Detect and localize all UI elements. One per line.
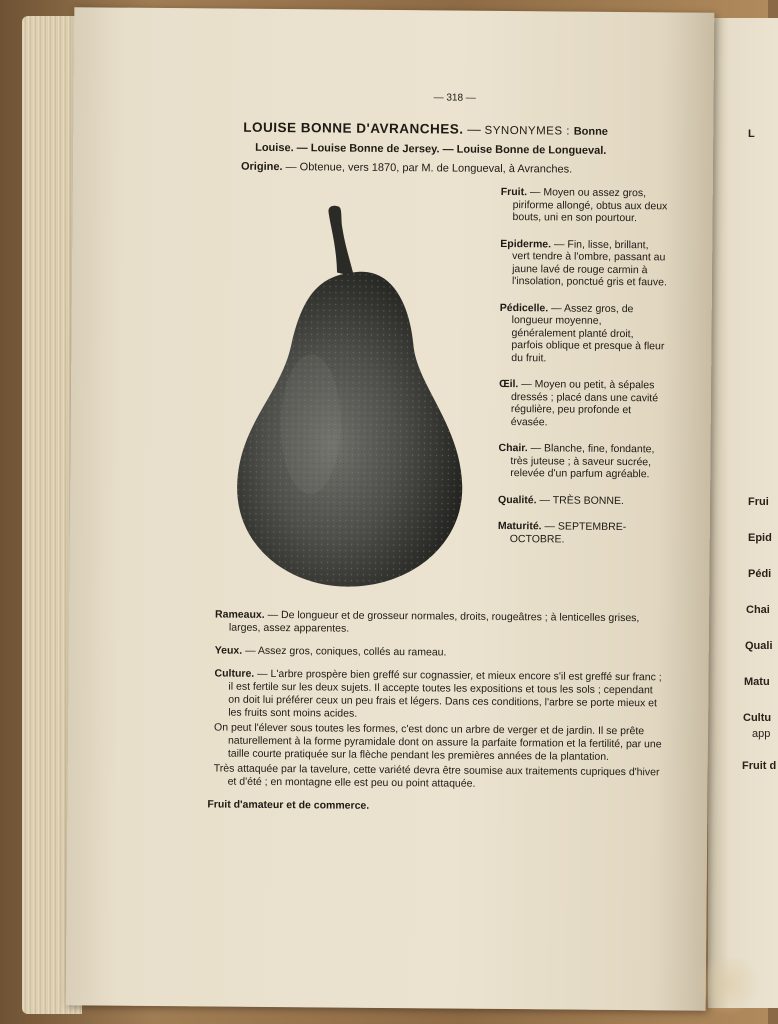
trait-text: — SEPTEMBRE-OCTOBRE. xyxy=(509,520,627,546)
trait-label: Qualité. xyxy=(498,493,537,506)
trait-label: Maturité. xyxy=(497,519,542,533)
trait-label: Pédicelle. xyxy=(499,301,549,314)
trait-label: Fruit. xyxy=(500,185,528,199)
body-text xyxy=(207,608,665,815)
paragraph-text: — L'arbre prospère bien greffé sur cognassier, et mieux encore s'il est greffé sur franc ; il est fertile sur les deux sujets. Il accepte toutes les expositions et tous les sols ; cependant on doit lui préférer ceux un peu frais et légers. Dans ces conditions, l'arbre se porte mieux et les fruits sont moins acides. xyxy=(228,667,662,720)
trait-maturite xyxy=(498,520,666,546)
facing-page-fragment: Cultu xyxy=(743,712,772,724)
trait-label: Œil. xyxy=(499,377,519,391)
corner-watermark xyxy=(696,958,760,1016)
origine-text: — Obtenue, vers 1870, par M. de Longueval, à Avranches. xyxy=(285,161,573,176)
trait-text: — Assez gros, de longueur moyenne, généralement planté droit, parfois oblique et presque à fleur du fruit. xyxy=(511,301,665,364)
synonym-list: Louise. — Louise Bonne de Jersey. — Louise Bonne de Longueval. xyxy=(255,141,607,157)
trait-text: — Blanche, fine, fondante, très juteuse ; à saveur sucrée, relevée d'un parfum agréable. xyxy=(510,442,655,481)
paragraph-label: Yeux. xyxy=(214,644,243,657)
variety-name: LOUISE BONNE D'AVRANCHES. xyxy=(243,119,464,137)
origine-label: Origine. xyxy=(240,160,283,174)
trait-qualite xyxy=(498,493,666,507)
trait-text: — Fin, lisse, brillant, vert tendre à l'ombre, passant au jaune lavé de rouge carmin à l'insolation, ponctué gris et fauve. xyxy=(511,237,667,289)
paragraph-tavelure: Très attaquée par la tavelure, cette variété devra être soumise aux traitements cupriques d'hiver et d'été ; en montagne elle est peu ou point attaquée. xyxy=(213,762,660,790)
paragraph-formes: On peut l'élever sous toutes les formes, c'est donc un arbre de verger et de jardin. Il se prête naturellement à la forme pyramidale dont on assure la parfaite formation et la fertilité, par une taille courte pratiquée sur la flèche pendant les premières années de la plantation. xyxy=(214,721,662,763)
facing-page-fragment: Epid xyxy=(748,532,772,544)
page-title xyxy=(243,119,683,161)
facing-page-fragment: Pédi xyxy=(748,568,772,580)
trait-epiderme xyxy=(500,237,668,288)
paragraph-rameaux xyxy=(215,608,665,638)
paragraph-text: — De longueur et de grosseur normales, droits, rougeâtres ; à lenticelles grises, larges, assez apparentes. xyxy=(228,608,640,635)
trait-pedicelle xyxy=(499,301,668,365)
trait-text: — Moyen ou petit, à sépales dressés ; placé dans une cavité régulière, peu profonde et évasée. xyxy=(510,378,659,428)
paragraph-label: Rameaux. xyxy=(215,608,265,621)
pear-illustration xyxy=(229,194,472,591)
paragraph-yeux xyxy=(215,644,665,661)
synonym-first: Bonne xyxy=(573,125,609,138)
facing-page-fragment: Fruit d xyxy=(742,760,777,772)
title-dash: — xyxy=(467,121,481,137)
trait-fruit xyxy=(500,186,668,225)
book-page xyxy=(66,7,715,1011)
paragraph-text: — Assez gros, coniques, collés au rameau. xyxy=(245,644,447,659)
paragraph-label: Culture. xyxy=(214,667,255,680)
closing-note: Fruit d'amateur et de commerce. xyxy=(207,798,370,812)
trait-chair xyxy=(498,442,666,481)
facing-page-fragment: Chai xyxy=(746,604,770,616)
trait-text: — Moyen ou assez gros, piriforme allongé, obtus aux deux bouts, uni en son pourtour. xyxy=(512,186,668,225)
trait-oeil xyxy=(499,378,667,429)
trait-label: Chair. xyxy=(498,441,528,455)
traits-column xyxy=(498,186,669,560)
trait-text: — TRÈS BONNE. xyxy=(539,493,624,507)
facing-page xyxy=(708,18,778,1008)
synonymes-label: SYNONYMES : xyxy=(484,124,571,138)
page-number: — 318 — xyxy=(433,92,476,104)
facing-page-fragment: Frui xyxy=(748,496,769,508)
trait-label: Epiderme. xyxy=(500,237,552,250)
facing-page-fragment: Matu xyxy=(744,676,770,688)
facing-page-fragment: app xyxy=(752,728,771,740)
origine-line xyxy=(241,161,681,177)
facing-page-fragment: Quali xyxy=(745,640,773,652)
facing-page-fragment: L xyxy=(748,128,755,140)
paragraph-culture xyxy=(214,667,664,723)
